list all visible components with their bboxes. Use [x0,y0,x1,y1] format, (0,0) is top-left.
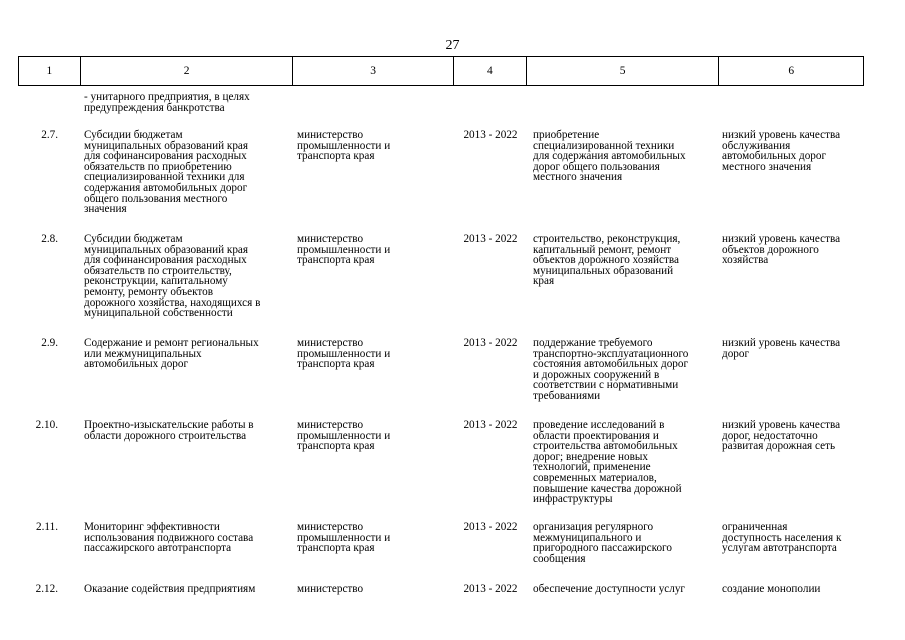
header-col-6: 6 [788,65,795,77]
row-expected-result: приобретение специализированной техники для содержания автомобильных дорог общего пользования местного значения [533,129,686,184]
row-expected-result: строительство, реконструкция, капитальный ремонт, ремонт объектов дорожного хозяйства муниципальных образований края [533,233,681,288]
row-number: 2.7. [41,129,58,141]
header-col-1: 1 [19,57,81,85]
row-number: 2.10. [35,419,58,431]
row-period: 2013 - 2022 [463,233,518,245]
row-measure-name: Мониторинг эффективности использования подвижного состава пассажирского автотранспорта [84,521,254,555]
row-number: 2.11. [36,521,58,533]
row-number: 2.8. [41,233,58,245]
row-expected-result: поддержание требуемого транспортно-эксплуатационного состояния автомобильных дорог и дорожных сооружений в соответствии с нормативными требованиями [533,337,689,402]
row-executor: министерство промышленности и транспорта края [297,233,391,267]
row-consequence: низкий уровень качества объектов дорожного хозяйства [722,233,841,267]
row-executor: министерство промышленности и транспорта края [297,419,391,453]
row-executor: министерство промышленности и транспорта края [297,129,391,163]
page-number: 27 [445,38,460,53]
row-consequence: низкий уровень качества дорог [722,337,841,360]
row-measure-name: Содержание и ремонт региональных или межмуниципальных автомобильных дорог [84,337,259,371]
row-consequence: ограниченная доступность населения к услугам автотранспорта [722,521,842,555]
header-col-4: 4 [454,57,527,85]
continuation-text: - унитарного предприятия, в целях предупреждения банкротства [84,91,250,114]
row-consequence: низкий уровень качества обслуживания автомобильных дорог местного значения [722,129,841,173]
row-period: 2013 - 2022 [463,337,518,349]
row-consequence: создание монополии [722,583,821,595]
row-executor: министерство промышленности и транспорта края [297,337,391,371]
header-col-5: 5 [527,57,720,85]
row-number: 2.12. [35,583,58,595]
header-col-2: 2 [81,57,294,85]
row-consequence: низкий уровень качества дорог, недостаточно развитая дорожная сеть [722,419,841,453]
row-number: 2.9. [41,337,58,349]
row-period: 2013 - 2022 [463,419,518,431]
row-measure-name: Оказание содействия предприятиям [84,583,256,595]
row-expected-result: проведение исследований в области проектирования и строительства автомобильных дорог; внедрение новых технологий, применение современных материалов, повышение качества дорожной инфраструктуры [533,419,682,506]
row-period: 2013 - 2022 [463,521,518,533]
row-measure-name: Субсидии бюджетам муниципальных образований края для софинансирования расходных обязательств по приобретению специализированной техники для содержания автомобильных дорог общего пользования местного значения [84,129,249,216]
header-col-3: 3 [293,57,454,85]
row-executor: министерство промышленности и транспорта края [297,521,391,555]
row-expected-result: организация регулярного межмуниципального и пригородного пассажирского сообщения [533,521,672,565]
row-period: 2013 - 2022 [463,583,518,595]
row-expected-result: обеспечение доступности услуг [533,583,686,595]
row-measure-name: Субсидии бюджетам муниципальных образований края для софинансирования расходных обязательств по строительству, реконструкции, капитальному ремонту, ремонту объектов дорожного хозяйства, находящихся в муниципальной собственности [84,233,261,320]
row-executor: министерство [297,583,364,595]
row-period: 2013 - 2022 [463,129,518,141]
row-measure-name: Проектно-изыскательские работы в области дорожного строительства [84,419,254,442]
